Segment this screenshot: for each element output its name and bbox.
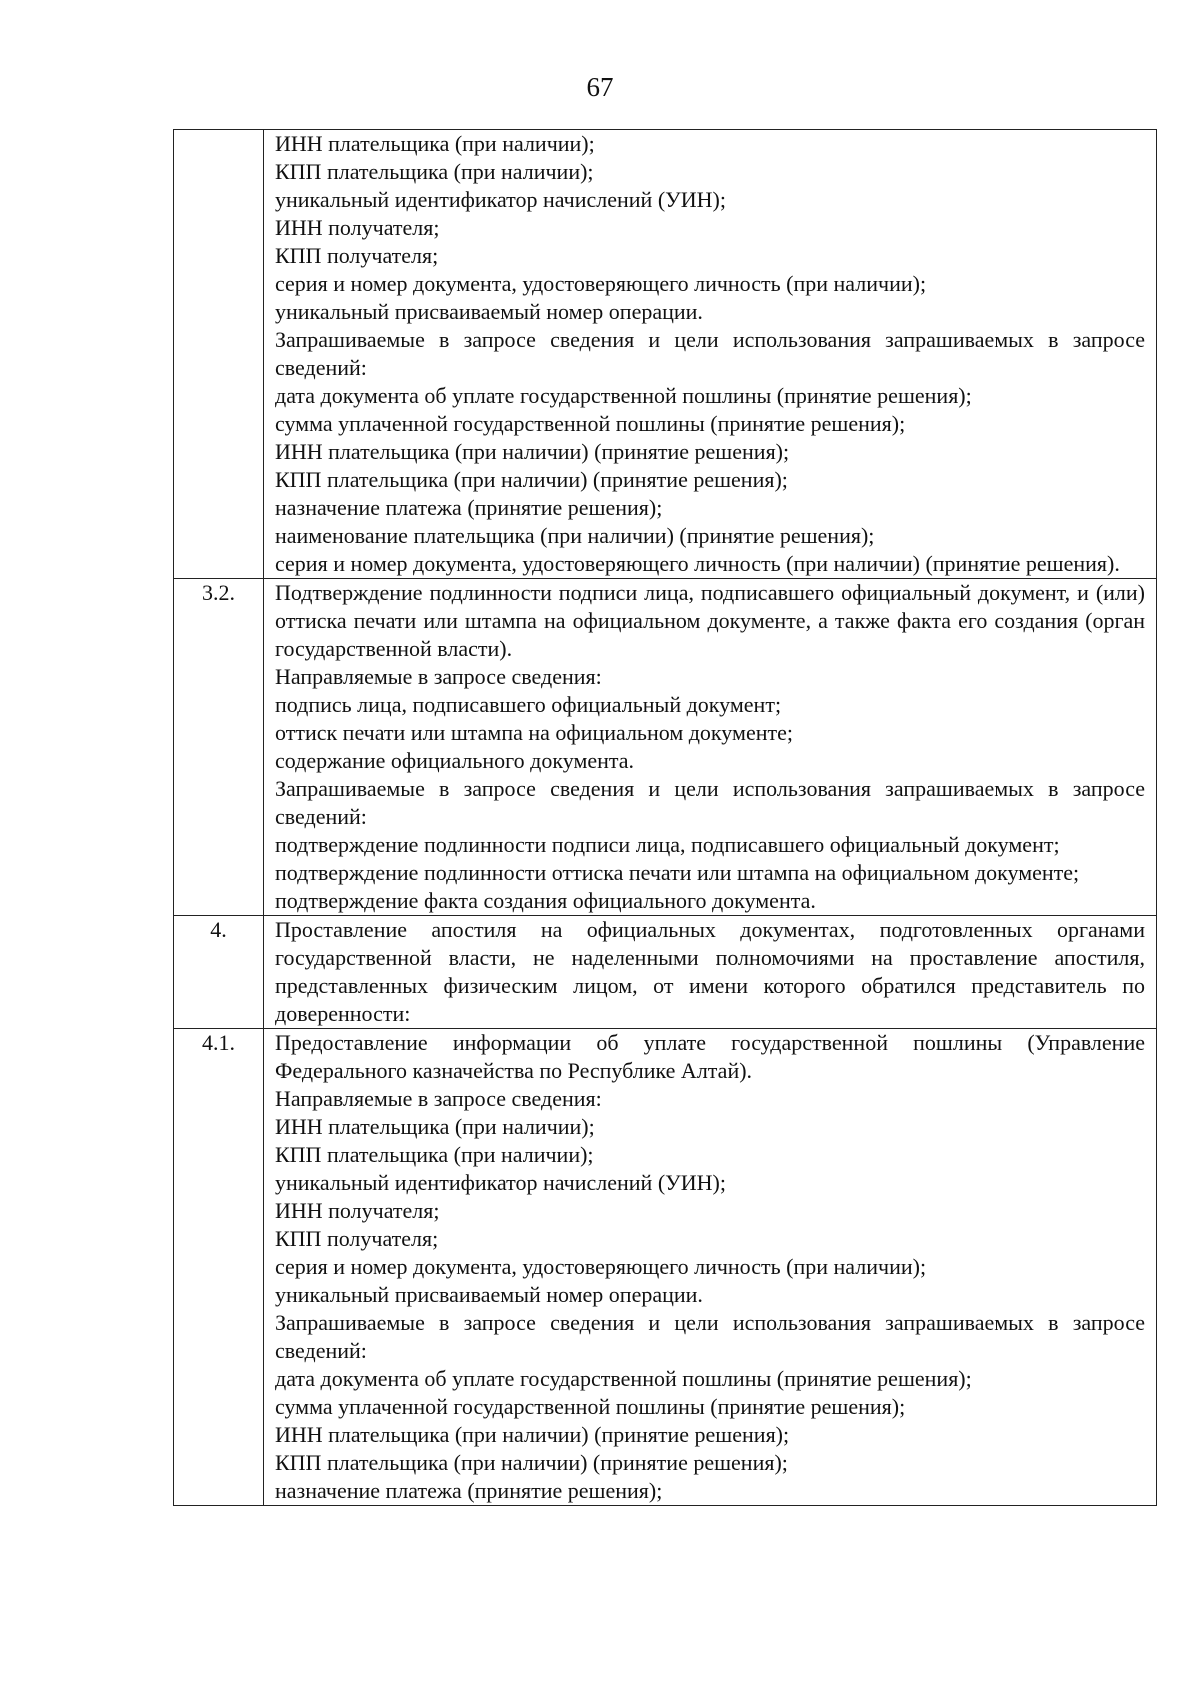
content-line: КПП плательщика (при наличии); [275, 159, 594, 184]
page-number: 67 [586, 72, 614, 102]
content-line: подтверждение факта создания официального документа. [275, 888, 816, 913]
content-line: КПП плательщика (при наличии) (принятие решения); [275, 1450, 788, 1475]
content-paragraph: подтверждение подлинности подписи лица, подписавшего официальный документ; [275, 832, 1060, 857]
content-line: серия и номер документа, удостоверяющего личность (при наличии); [275, 1254, 927, 1279]
row-number: 4.1. [174, 1029, 264, 1506]
content-paragraph: Запрашиваемые в запросе сведения и цели использования запрашиваемых в запросе сведений: [275, 327, 1145, 380]
content-line: серия и номер документа, удостоверяющего личность (при наличии); [275, 271, 927, 296]
row-content [264, 1029, 1157, 1506]
content-line: дата документа об уплате государственной пошлины (принятие решения); [275, 1366, 972, 1391]
row-number [174, 130, 264, 579]
content-line: Направляемые в запросе сведения: [275, 1086, 602, 1111]
content-paragraph: Предоставление информации об уплате государственной пошлины (Управление Федерального казначейства по Республике Алтай). [275, 1030, 1145, 1083]
row-number: 3.2. [174, 579, 264, 916]
table-row [174, 130, 1157, 579]
services-table [173, 129, 1157, 1506]
content-paragraph: Запрашиваемые в запросе сведения и цели использования запрашиваемых в запросе сведений: [275, 776, 1145, 829]
content-line: сумма уплаченной государственной пошлины (принятие решения); [275, 1394, 906, 1419]
content-line: содержание официального документа. [275, 748, 635, 773]
content-paragraph: Проставление апостиля на официальных документах, подготовленных органами государственной власти, не наделенными полномочиями на проставление апостиля, представленных физическим лицом, от имени которого обратился представитель по доверенности: [275, 917, 1145, 1026]
content-line: КПП плательщика (при наличии) (принятие решения); [275, 467, 788, 492]
content-line: ИНН плательщика (при наличии) (принятие решения); [275, 1422, 790, 1447]
content-line: ИНН плательщика (при наличии); [275, 1114, 595, 1139]
content-line: назначение платежа (принятие решения); [275, 495, 663, 520]
content-line: назначение платежа (принятие решения); [275, 1478, 663, 1503]
content-paragraph: Подтверждение подлинности подписи лица, подписавшего официальный документ, и (или) оттиска печати или штампа на официальном документе, а также факта его создания (орган государственной власти). [275, 580, 1145, 661]
content-line: уникальный идентификатор начислений (УИН); [275, 1170, 726, 1195]
content-line: Направляемые в запросе сведения: [275, 664, 602, 689]
table-body [174, 130, 1157, 1506]
content-line: уникальный идентификатор начислений (УИН); [275, 187, 726, 212]
content-paragraph: подтверждение подлинности оттиска печати или штампа на официальном документе; [275, 860, 1080, 885]
content-line: КПП получателя; [275, 243, 439, 268]
content-paragraph: Запрашиваемые в запросе сведения и цели использования запрашиваемых в запросе сведений: [275, 1310, 1145, 1363]
content-line: оттиск печати или штампа на официальном документе; [275, 720, 793, 745]
content-line: ИНН получателя; [275, 215, 440, 240]
content-paragraph: серия и номер документа, удостоверяющего личность (при наличии) (принятие решения). [275, 551, 1120, 576]
content-line: сумма уплаченной государственной пошлины (принятие решения); [275, 411, 906, 436]
content-line: ИНН плательщика (при наличии) (принятие решения); [275, 439, 790, 464]
row-content [264, 916, 1157, 1029]
row-content [264, 130, 1157, 579]
content-line: уникальный присваиваемый номер операции. [275, 1282, 703, 1307]
content-line: уникальный присваиваемый номер операции. [275, 299, 703, 324]
table-row [174, 579, 1157, 916]
content-line: дата документа об уплате государственной пошлины (принятие решения); [275, 383, 972, 408]
content-line: подпись лица, подписавшего официальный документ; [275, 692, 782, 717]
content-line: КПП получателя; [275, 1226, 439, 1251]
row-content [264, 579, 1157, 916]
table-row [174, 1029, 1157, 1506]
content-line: КПП плательщика (при наличии); [275, 1142, 594, 1167]
content-line: ИНН получателя; [275, 1198, 440, 1223]
content-line: ИНН плательщика (при наличии); [275, 131, 595, 156]
content-line: наименование плательщика (при наличии) (принятие решения); [275, 523, 875, 548]
row-number: 4. [174, 916, 264, 1029]
table-row [174, 916, 1157, 1029]
